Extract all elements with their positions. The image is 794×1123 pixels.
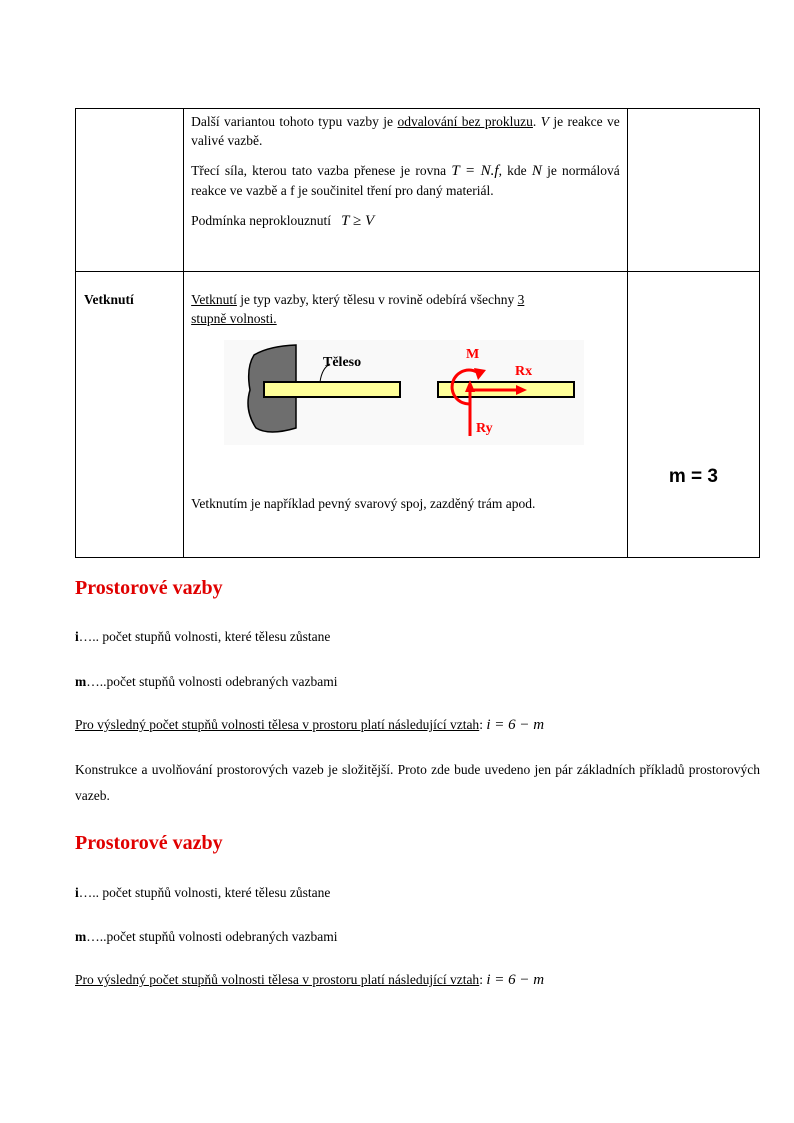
ry-label: Ry [476,421,493,436]
text: Podmínka neproklouznutí [191,213,332,228]
relation-text: Pro výsledný počet stupňů volnosti tělesa v prostoru platí následující vztah [75,717,480,732]
text: je reakce ve valivé vazbě. [191,114,620,148]
constraint-name: Vetknutí [84,292,134,307]
row2-label-cell [76,272,184,558]
row1-result-cell [627,109,759,272]
fixed-support-figure [224,340,584,445]
definition-m-text: …..počet stupňů volnosti odebraných vazbami [86,929,338,944]
symbol-i: i [75,885,79,900]
dof-term: stupně volnosti. [191,311,277,326]
text: Třecí síla, kterou tato vazba přenese je rovna [191,163,452,178]
moment-label: M [466,347,480,362]
relation-formula: i = 6 − m [486,717,545,733]
body-label: Těleso [323,355,362,370]
symbol-m: m [75,674,87,689]
text: , kde [498,163,532,178]
row1-label-cell [76,109,184,272]
relation-line: Pro výsledný počet stupňů volnosti tělesa v prostoru platí následující vztah: i = 6 − m [75,717,545,733]
no-slip-paragraph [191,211,620,231]
relation-formula: i = 6 − m [486,972,545,988]
rolling-term: odvalování bez prokluzu [397,114,533,129]
definition-i-text: ….. počet stupňů volnosti, které tělesu zůstane [78,629,331,644]
fixed-support-paragraph [191,290,620,328]
variable-n: N [531,163,542,179]
definition-i-text: ….. počet stupňů volnosti, které tělesu zůstane [78,885,331,900]
symbol-m: m [75,929,87,944]
dof-removed-result: m = 3 [668,466,718,487]
intro-paragraph: Konstrukce a uvolňování prostorových vazeb je složitější. Proto zde bude uvedeno jen pár základních příkladů prostorových vazeb. [75,762,760,803]
relation-text: Pro výsledný počet stupňů volnosti tělesa v prostoru platí následující vztah [75,972,480,987]
variable-v: V [540,114,549,129]
section-heading: Prostorové vazby [75,832,223,854]
row2-description-cell [184,272,628,558]
definition-i [75,629,330,645]
friction-paragraph [191,161,620,200]
rolling-paragraph [191,112,620,150]
relation-line: Pro výsledný počet stupňů volnosti tělesa v prostoru platí následující vztah: i = 6 − m [75,972,545,988]
constraints-table [75,108,760,558]
row1-description-cell [184,109,628,272]
no-slip-formula: T ≥ V [341,213,375,229]
definition-m [75,929,337,945]
fixed-support-term: Vetknutí [191,292,237,307]
definition-i [75,885,330,901]
definition-m [75,674,337,690]
text: . [532,114,541,129]
row2-result-cell [627,272,759,558]
rx-label: Rx [515,364,533,379]
fixed-support-example: Vetknutím je například pevný svarový spoj, zazděný trám apod. [191,496,536,511]
dof-count: 3 [517,292,525,307]
friction-formula: T = N.f [451,163,499,179]
text: je normálová reakce ve vazbě a f je součinitel tření pro daný materiál. [191,163,620,198]
definition-m-text: …..počet stupňů volnosti odebraných vazbami [86,674,338,689]
embedded-beam [264,382,400,397]
section-heading: Prostorové vazby [75,577,223,599]
text: Další variantou tohoto typu vazby je [191,114,398,129]
table-row [76,272,760,558]
symbol-i: i [75,629,79,644]
text: je typ vazby, který tělesu v rovině odebírá všechny [236,292,518,307]
table-row [76,109,760,272]
